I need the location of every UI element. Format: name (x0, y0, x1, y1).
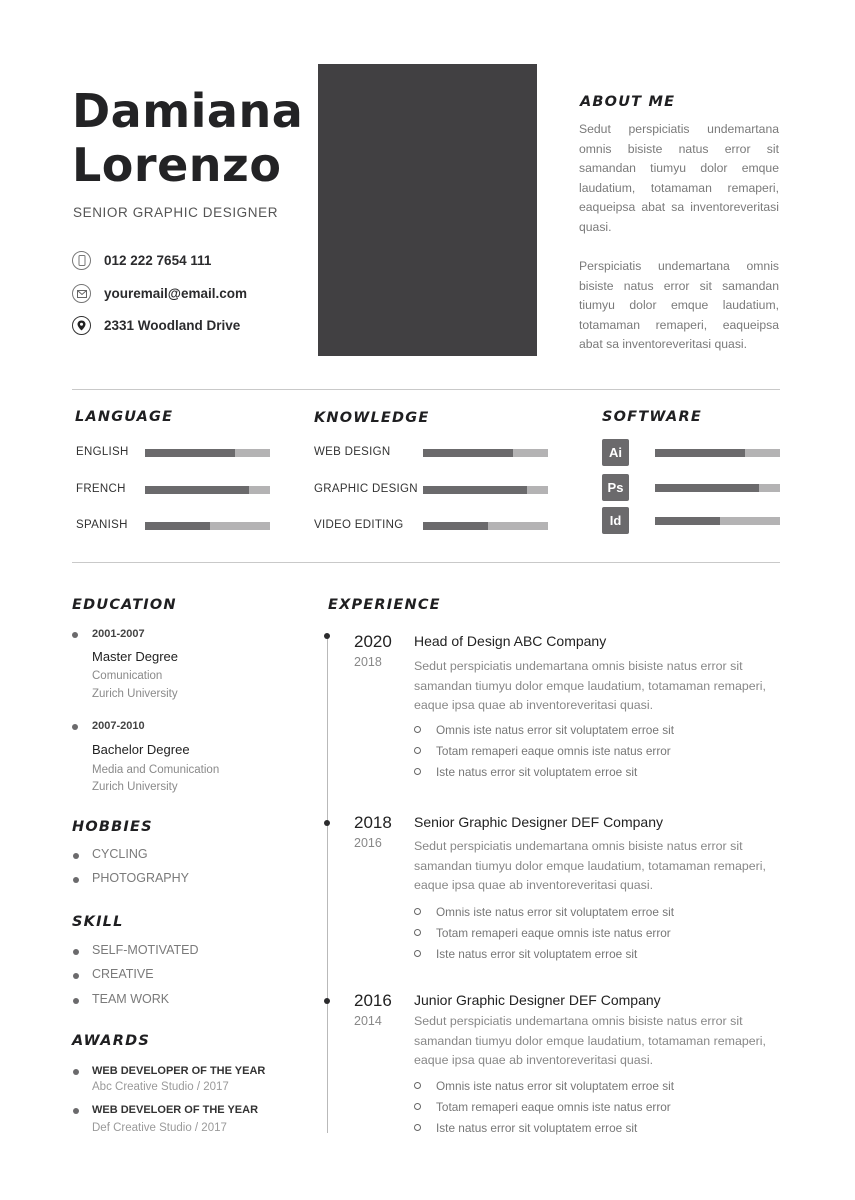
award-subtitle: Abc Creative Studio / 2017 (92, 1081, 229, 1093)
divider-top (72, 389, 780, 390)
email-icon (72, 284, 91, 303)
education-years: 2007-2010 (92, 720, 145, 732)
bar-fill (655, 449, 745, 457)
job-start-year: 2016 (354, 836, 382, 850)
knowledge-bar-graphic-design (423, 486, 548, 494)
bullet-icon (73, 853, 79, 859)
language-label: SPANISH (76, 519, 128, 531)
software-bar-photoshop (655, 484, 780, 492)
circle-bullet-icon (414, 950, 421, 957)
award-title: WEB DEVELOPER OF THE YEAR (92, 1065, 266, 1077)
bar-fill (423, 486, 527, 494)
circle-bullet-icon (414, 1082, 421, 1089)
timeline-dot (324, 633, 330, 639)
education-school: Zurich University (92, 688, 178, 700)
knowledge-label: WEB DESIGN (314, 446, 391, 458)
job-bullet: Iste natus error sit voluptatem erroe sit (414, 761, 674, 782)
knowledge-label: VIDEO EDITING (314, 519, 404, 531)
job-start-year: 2018 (354, 655, 382, 669)
full-name (72, 84, 303, 192)
divider-middle (72, 562, 780, 563)
job-title: SENIOR GRAPHIC DESIGNER (73, 205, 279, 220)
hobby-item: PHOTOGRAPHY (92, 871, 190, 885)
timeline-dot (324, 998, 330, 1004)
last-name: Lorenzo (72, 138, 282, 192)
bar-fill (655, 484, 759, 492)
bar-fill (145, 486, 249, 494)
job-bullets (414, 719, 674, 782)
circle-bullet-icon (414, 726, 421, 733)
software-bar-illustrator (655, 449, 780, 457)
education-field: Media and Comunication (92, 764, 220, 776)
about-heading: ABOUT ME (580, 94, 676, 110)
timeline-line (327, 635, 328, 1133)
bar-fill (145, 522, 210, 530)
circle-bullet-icon (414, 929, 421, 936)
illustrator-icon: Ai (602, 439, 629, 466)
bullet-icon (73, 1069, 79, 1075)
job-title: Head of Design ABC Company (414, 633, 607, 649)
photoshop-icon: Ps (602, 474, 629, 501)
education-heading: EDUCATION (72, 597, 177, 613)
circle-bullet-icon (414, 1103, 421, 1110)
about-paragraph-1: Sedut perspiciatis undemartana omnis bisiste natus error sit samandan tiumyu dolor emque laudatium, totamaman remaperi, eaqueipsa abat sa inventoreveritasi quasi. (579, 122, 779, 234)
job-bullet: Totam remaperi eaque omnis iste natus error (414, 1096, 674, 1117)
knowledge-heading: KNOWLEDGE (314, 410, 430, 426)
language-bar-french (145, 486, 270, 494)
job-title: Senior Graphic Designer DEF Company (414, 814, 663, 830)
bar-fill (423, 449, 513, 457)
timeline-dot (324, 820, 330, 826)
job-end-year: 2020 (354, 632, 392, 651)
bullet-icon (73, 1108, 79, 1114)
awards-heading: AWARDS (72, 1033, 150, 1049)
education-field: Comunication (92, 670, 163, 682)
job-bullets (414, 1075, 674, 1138)
job-title: Junior Graphic Designer DEF Company (414, 992, 661, 1008)
software-bar-indesign (655, 517, 780, 525)
job-bullet: Omnis iste natus error sit voluptatem erroe sit (414, 719, 674, 740)
skill-item: SELF-MOTIVATED (92, 943, 199, 957)
bullet-icon (72, 632, 78, 638)
first-name: Damiana (72, 84, 304, 138)
phone-text: 012 222 7654 111 (104, 253, 212, 268)
knowledge-bar-video-editing (423, 522, 548, 530)
education-degree: Bachelor Degree (92, 742, 190, 757)
award-title: WEB DEVELOER OF THE YEAR (92, 1104, 259, 1116)
language-bar-spanish (145, 522, 270, 530)
skill-item: TEAM WORK (92, 992, 170, 1006)
job-description: Sedut perspiciatis undemartana omnis bisiste natus error sit samandan tiumyu dolor emque laudatium, totamaman remaperi, eaque ipsa quae ab inventoreveritasi quasi. (414, 1014, 766, 1067)
job-bullet: Iste natus error sit voluptatem erroe sit (414, 943, 674, 964)
job-bullet: Iste natus error sit voluptatem erroe sit (414, 1117, 674, 1138)
contact-address (72, 316, 240, 335)
hobbies-heading: HOBBIES (72, 819, 153, 835)
location-pin-icon (72, 316, 91, 335)
bullet-icon (72, 724, 78, 730)
language-bar-english (145, 449, 270, 457)
circle-bullet-icon (414, 1124, 421, 1131)
skill-item: CREATIVE (92, 967, 154, 981)
address-text: 2331 Woodland Drive (104, 318, 241, 333)
education-school: Zurich University (92, 781, 178, 793)
circle-bullet-icon (414, 747, 421, 754)
job-bullet: Omnis iste natus error sit voluptatem erroe sit (414, 1075, 674, 1096)
indesign-icon: Id (602, 507, 629, 534)
hobby-item: CYCLING (92, 847, 148, 861)
job-start-year: 2014 (354, 1014, 382, 1028)
skill-heading: SKILL (72, 914, 124, 930)
knowledge-label: GRAPHIC DESIGN (314, 483, 418, 495)
bar-fill (655, 517, 720, 525)
job-bullet: Totam remaperi eaque omnis iste natus error (414, 922, 674, 943)
circle-bullet-icon (414, 768, 421, 775)
knowledge-bar-web-design (423, 449, 548, 457)
contact-email (72, 284, 247, 303)
bullet-icon (73, 949, 79, 955)
contact-phone (72, 251, 211, 270)
language-heading: LANGUAGE (75, 409, 174, 425)
phone-icon (72, 251, 91, 270)
language-label: ENGLISH (76, 446, 129, 458)
job-description: Sedut perspiciatis undemartana omnis bisiste natus error sit samandan tiumyu dolor emque laudatium, totamaman remaperi, eaque ipsa quae ab inventoreveritasi quasi. (414, 839, 766, 892)
bar-fill (423, 522, 488, 530)
job-bullet: Omnis iste natus error sit voluptatem erroe sit (414, 901, 674, 922)
job-end-year: 2018 (354, 813, 392, 832)
software-heading: SOFTWARE (602, 409, 702, 425)
bullet-icon (73, 877, 79, 883)
experience-heading: EXPERIENCE (328, 597, 441, 613)
job-end-year: 2016 (354, 991, 392, 1010)
about-paragraph-2: Perspiciatis undemartana omnis bisiste natus error sit samandan tiumyu dolor emque laudatium, totamaman remaperi, eaqueipsa abat sa inventoreveritasi quasi. (579, 259, 779, 352)
job-bullets (414, 901, 674, 964)
bullet-icon (73, 973, 79, 979)
bar-fill (145, 449, 235, 457)
job-description: Sedut perspiciatis undemartana omnis bisiste natus error sit samandan tiumyu dolor emque laudatium, totamaman remaperi, eaque ipsa quae ab inventoreveritasi quasi. (414, 659, 766, 712)
profile-photo-placeholder (318, 64, 537, 356)
award-subtitle: Def Creative Studio / 2017 (92, 1122, 227, 1134)
language-label: FRENCH (76, 483, 126, 495)
circle-bullet-icon (414, 908, 421, 915)
email-text: youremail@email.com (104, 286, 247, 301)
job-bullet: Totam remaperi eaque omnis iste natus error (414, 740, 674, 761)
education-degree: Master Degree (92, 649, 178, 664)
education-years: 2001-2007 (92, 628, 145, 640)
bullet-icon (73, 998, 79, 1004)
